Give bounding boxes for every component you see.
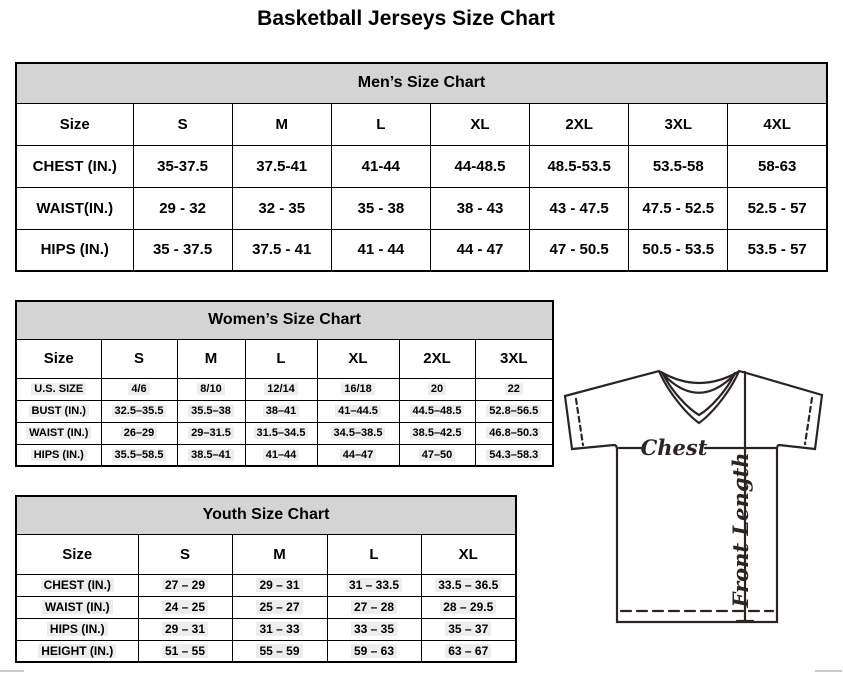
- row-label: [16, 422, 101, 444]
- column-header: XL: [421, 534, 516, 574]
- table-cell: [101, 400, 177, 422]
- table-row: [16, 534, 516, 574]
- cell-value: 20: [428, 383, 446, 395]
- table-row: [16, 339, 553, 378]
- table-row: [16, 618, 516, 640]
- table-cell: [138, 596, 232, 618]
- table-cell: [421, 640, 516, 662]
- cell-value: 38.5–41: [188, 449, 234, 461]
- column-header: Size: [16, 534, 138, 574]
- front-length-label: Front Length: [728, 452, 753, 608]
- mens-size-table: [15, 62, 828, 272]
- column-header: 3XL: [475, 339, 553, 378]
- cell-value: 44.5–48.5: [410, 405, 465, 417]
- column-header: 2XL: [530, 103, 629, 145]
- table-cell: 47 - 50.5: [530, 229, 629, 271]
- table-cell: 44 - 47: [430, 229, 529, 271]
- row-label: [16, 400, 101, 422]
- table-row: [16, 444, 553, 466]
- column-header: Size: [16, 103, 133, 145]
- table-cell: [245, 400, 317, 422]
- row-label: [16, 378, 101, 400]
- table-row: [16, 301, 553, 339]
- column-header: L: [245, 339, 317, 378]
- table-cell: 47.5 - 52.5: [629, 187, 728, 229]
- table-cell: [327, 640, 421, 662]
- cell-value: HEIGHT (IN.): [38, 644, 116, 658]
- womens-size-table: [15, 300, 554, 467]
- cell-value: WAIST (IN.): [42, 600, 113, 614]
- cell-value: WAIST (IN.): [26, 427, 91, 439]
- table-cell: [475, 422, 553, 444]
- row-label: [16, 618, 138, 640]
- table-row: [16, 187, 827, 229]
- table-cell: 35-37.5: [133, 145, 232, 187]
- table-cell: 41 - 44: [331, 229, 430, 271]
- table-cell: [245, 444, 317, 466]
- table-row: [16, 103, 827, 145]
- table-row: [16, 596, 516, 618]
- table-cell: [232, 618, 327, 640]
- table-cell: [421, 596, 516, 618]
- table-cell: [101, 444, 177, 466]
- table-cell: [399, 422, 475, 444]
- cell-value: U.S. SIZE: [31, 383, 86, 395]
- table-cell: [138, 640, 232, 662]
- cell-value: 24 – 25: [162, 600, 208, 614]
- cell-value: 38–41: [263, 405, 300, 417]
- cell-value: 29–31.5: [188, 427, 234, 439]
- table-cell: 29 - 32: [133, 187, 232, 229]
- table-cell: [317, 400, 399, 422]
- table-cell: [399, 378, 475, 400]
- table-cell: [177, 378, 245, 400]
- cell-value: 29 – 31: [162, 622, 208, 636]
- table-cell: [399, 444, 475, 466]
- table-cell: [327, 596, 421, 618]
- row-label: [16, 640, 138, 662]
- cell-value: 8/10: [197, 383, 224, 395]
- table-cell: 50.5 - 53.5: [629, 229, 728, 271]
- table-cell: 48.5-53.5: [530, 145, 629, 187]
- cell-value: 25 – 27: [256, 600, 302, 614]
- row-label: [16, 574, 138, 596]
- mens-table-title: Men’s Size Chart: [16, 63, 827, 103]
- table-cell: [232, 574, 327, 596]
- column-header: XL: [430, 103, 529, 145]
- left-sleeve-dash: [576, 399, 583, 445]
- cell-value: 35 – 37: [445, 622, 491, 636]
- row-label: HIPS (IN.): [16, 229, 133, 271]
- chest-label: Chest: [640, 435, 708, 460]
- table-cell: 37.5 - 41: [232, 229, 331, 271]
- table-cell: 58-63: [728, 145, 827, 187]
- row-label: [16, 444, 101, 466]
- cell-value: 44–47: [340, 449, 377, 461]
- cell-value: 33 – 35: [351, 622, 397, 636]
- cell-value: 59 – 63: [351, 644, 397, 658]
- table-cell: [101, 378, 177, 400]
- table-cell: [245, 378, 317, 400]
- cell-value: BUST (IN.): [29, 405, 89, 417]
- table-cell: 43 - 47.5: [530, 187, 629, 229]
- cell-value: 22: [505, 383, 523, 395]
- cell-value: 34.5–38.5: [331, 427, 386, 439]
- column-header: S: [133, 103, 232, 145]
- cell-value: 54.3–58.3: [486, 449, 541, 461]
- column-header: S: [138, 534, 232, 574]
- table-cell: [101, 422, 177, 444]
- cell-value: 52.8–56.5: [486, 405, 541, 417]
- column-header: L: [331, 103, 430, 145]
- womens-table-title: Women’s Size Chart: [16, 301, 553, 339]
- cell-value: 35.5–38: [188, 405, 234, 417]
- youth-table-title: Youth Size Chart: [16, 496, 516, 534]
- jersey-outline: [565, 371, 822, 622]
- table-cell: [138, 574, 232, 596]
- table-cell: [232, 596, 327, 618]
- cell-value: HIPS (IN.): [47, 622, 108, 636]
- table-row: [16, 378, 553, 400]
- table-row: [16, 63, 827, 103]
- cell-value: 27 – 28: [351, 600, 397, 614]
- page-title: Basketball Jerseys Size Chart: [257, 7, 555, 30]
- cell-value: 31.5–34.5: [254, 427, 309, 439]
- cell-value: 4/6: [128, 383, 149, 395]
- table-cell: [475, 378, 553, 400]
- table-cell: 53.5-58: [629, 145, 728, 187]
- cell-value: 12/14: [264, 383, 298, 395]
- table-cell: [177, 444, 245, 466]
- cell-value: 41–44: [263, 449, 300, 461]
- cell-value: 55 – 59: [256, 644, 302, 658]
- cell-value: 33.5 – 36.5: [435, 578, 501, 592]
- table-row: [16, 496, 516, 534]
- table-cell: [177, 422, 245, 444]
- table-cell: 53.5 - 57: [728, 229, 827, 271]
- table-cell: 41-44: [331, 145, 430, 187]
- youth-size-table: [15, 495, 517, 663]
- table-cell: 38 - 43: [430, 187, 529, 229]
- table-row: [16, 400, 553, 422]
- column-header: L: [327, 534, 421, 574]
- table-cell: [317, 378, 399, 400]
- table-cell: [421, 574, 516, 596]
- cell-value: 29 – 31: [256, 578, 302, 592]
- table-row: [16, 574, 516, 596]
- cell-value: 31 – 33.5: [346, 578, 402, 592]
- table-row: [16, 145, 827, 187]
- right-sleeve-dash: [805, 398, 812, 444]
- table-cell: [327, 574, 421, 596]
- cell-value: 31 – 33: [256, 622, 302, 636]
- cell-value: 27 – 29: [162, 578, 208, 592]
- table-cell: 37.5-41: [232, 145, 331, 187]
- cell-value: CHEST (IN.): [41, 578, 114, 592]
- cell-value: 32.5–35.5: [112, 405, 167, 417]
- table-cell: [138, 618, 232, 640]
- row-label: CHEST (IN.): [16, 145, 133, 187]
- scrollbar-fragment-right[interactable]: [815, 670, 842, 672]
- jersey-diagram: [555, 360, 843, 650]
- cell-value: HIPS (IN.): [31, 449, 87, 461]
- table-row: [16, 640, 516, 662]
- table-row: [16, 229, 827, 271]
- table-cell: 52.5 - 57: [728, 187, 827, 229]
- column-header: S: [101, 339, 177, 378]
- column-header: M: [232, 103, 331, 145]
- table-cell: [421, 618, 516, 640]
- cell-value: 26–29: [121, 427, 158, 439]
- column-header: M: [232, 534, 327, 574]
- table-cell: [177, 400, 245, 422]
- table-cell: [475, 400, 553, 422]
- table-cell: [245, 422, 317, 444]
- column-header: 4XL: [728, 103, 827, 145]
- cell-value: 28 – 29.5: [440, 600, 496, 614]
- cell-value: 16/18: [341, 383, 375, 395]
- cell-value: 41–44.5: [335, 405, 381, 417]
- table-cell: [475, 444, 553, 466]
- column-header: XL: [317, 339, 399, 378]
- row-label: WAIST(IN.): [16, 187, 133, 229]
- cell-value: 46.8–50.3: [486, 427, 541, 439]
- table-row: [16, 422, 553, 444]
- cell-value: 38.5–42.5: [410, 427, 465, 439]
- cell-value: 63 – 67: [445, 644, 491, 658]
- scrollbar-fragment-left[interactable]: [0, 670, 24, 672]
- cell-value: 47–50: [419, 449, 456, 461]
- table-cell: 35 - 38: [331, 187, 430, 229]
- column-header: Size: [16, 339, 101, 378]
- table-cell: 35 - 37.5: [133, 229, 232, 271]
- table-cell: [317, 444, 399, 466]
- table-cell: 44-48.5: [430, 145, 529, 187]
- column-header: 2XL: [399, 339, 475, 378]
- column-header: M: [177, 339, 245, 378]
- table-cell: 32 - 35: [232, 187, 331, 229]
- column-header: 3XL: [629, 103, 728, 145]
- table-cell: [399, 400, 475, 422]
- table-cell: [317, 422, 399, 444]
- cell-value: 35.5–58.5: [112, 449, 167, 461]
- table-cell: [327, 618, 421, 640]
- table-cell: [232, 640, 327, 662]
- row-label: [16, 596, 138, 618]
- cell-value: 51 – 55: [162, 644, 208, 658]
